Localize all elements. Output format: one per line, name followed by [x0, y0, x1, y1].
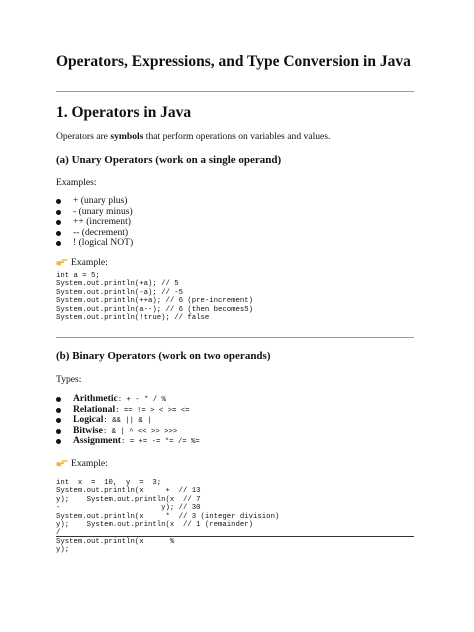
bullet-icon	[56, 231, 61, 236]
operator-symbols: : & | ^ << >> >>>	[102, 427, 178, 436]
bullet-icon	[56, 439, 61, 444]
unary-example-label	[56, 257, 108, 268]
code-line: y); System.out.println(x // 7	[56, 495, 201, 504]
example-label-text: Example:	[71, 458, 108, 469]
bullet-icon	[56, 199, 61, 204]
operator-symbols: : = += -= *= /= %=	[120, 438, 200, 447]
list-item-text: -- (decrement)	[73, 226, 129, 238]
code-line: - y); // 30	[56, 504, 201, 513]
list-item-text: ! (logical NOT)	[73, 237, 134, 249]
code-line: y);	[56, 546, 70, 555]
code-line: System.out.println(!true); // false	[56, 314, 210, 323]
examples-label: Examples:	[56, 177, 97, 188]
intro-text-end: that perform operations on variables and values.	[143, 131, 331, 142]
section-divider	[56, 337, 414, 338]
operator-type-label: Bitwise	[73, 424, 103, 436]
bullet-icon	[56, 220, 61, 225]
intro-text-start: Operators are	[56, 131, 111, 142]
code-line: System.out.println(-a); // -5	[56, 288, 183, 297]
section-heading-operators: 1. Operators in Java	[56, 104, 192, 121]
operator-symbols: : && || & |	[103, 417, 152, 426]
list-item-text: + (unary plus)	[73, 195, 128, 206]
page-title: Operators, Expressions, and Type Conversion in Java	[56, 53, 411, 70]
list-item-text: - (unary minus)	[73, 205, 133, 217]
operator-type-label: Logical	[73, 414, 104, 426]
bullet-icon	[56, 241, 61, 246]
list-item	[56, 238, 133, 249]
list-item-text: ++ (increment)	[73, 216, 131, 228]
bullet-icon	[56, 210, 61, 215]
code-line: y); System.out.println(x // 1 (remainder)	[56, 521, 254, 530]
bullet-icon	[56, 408, 61, 413]
unary-operators-list	[56, 196, 133, 249]
binary-example-label	[56, 458, 108, 469]
bullet-icon	[56, 397, 61, 402]
code-line: System.out.println(a--); // 6 (then becomes5)	[56, 305, 254, 314]
binary-code-block	[56, 479, 279, 538]
pointing-hand-icon	[56, 459, 68, 467]
code-line: System.out.println(x %	[56, 538, 175, 546]
binary-operators-list	[56, 394, 200, 447]
intro-paragraph	[56, 131, 330, 142]
operator-symbols: : + - * / %	[117, 396, 166, 404]
operator-type-label: Arithmetic	[73, 393, 118, 404]
title-divider	[56, 91, 414, 92]
binary-heading: (b) Binary Operators (work on two operands)	[56, 350, 271, 362]
code-line: /	[56, 529, 61, 538]
binary-code-continued	[56, 538, 174, 555]
code-line: int a = 5;	[56, 272, 100, 280]
code-line: System.out.println(+a); // 5	[56, 280, 179, 289]
unary-code-block	[56, 272, 253, 322]
operator-type-label: Relational	[73, 403, 116, 415]
unary-heading: (a) Unary Operators (work on a single operand)	[56, 154, 282, 166]
operator-type-label: Assignment	[73, 435, 121, 447]
bullet-icon	[56, 418, 61, 423]
bullet-icon	[56, 429, 61, 434]
types-label: Types:	[56, 374, 82, 385]
code-divider	[56, 536, 414, 537]
code-line: int x = 10, y = 3;	[56, 479, 162, 487]
code-line: System.out.println(++a); // 6 (pre-increment)	[56, 297, 254, 306]
operator-symbols: : == != > < >= <=	[115, 406, 190, 415]
code-line: System.out.println(x * // 3 (integer division)	[56, 512, 280, 521]
code-line: System.out.println(x + // 13	[56, 487, 201, 496]
list-item	[56, 436, 200, 447]
example-label-text: Example:	[71, 257, 108, 268]
intro-text-bold: symbols	[110, 131, 144, 142]
pointing-hand-icon	[56, 258, 68, 266]
